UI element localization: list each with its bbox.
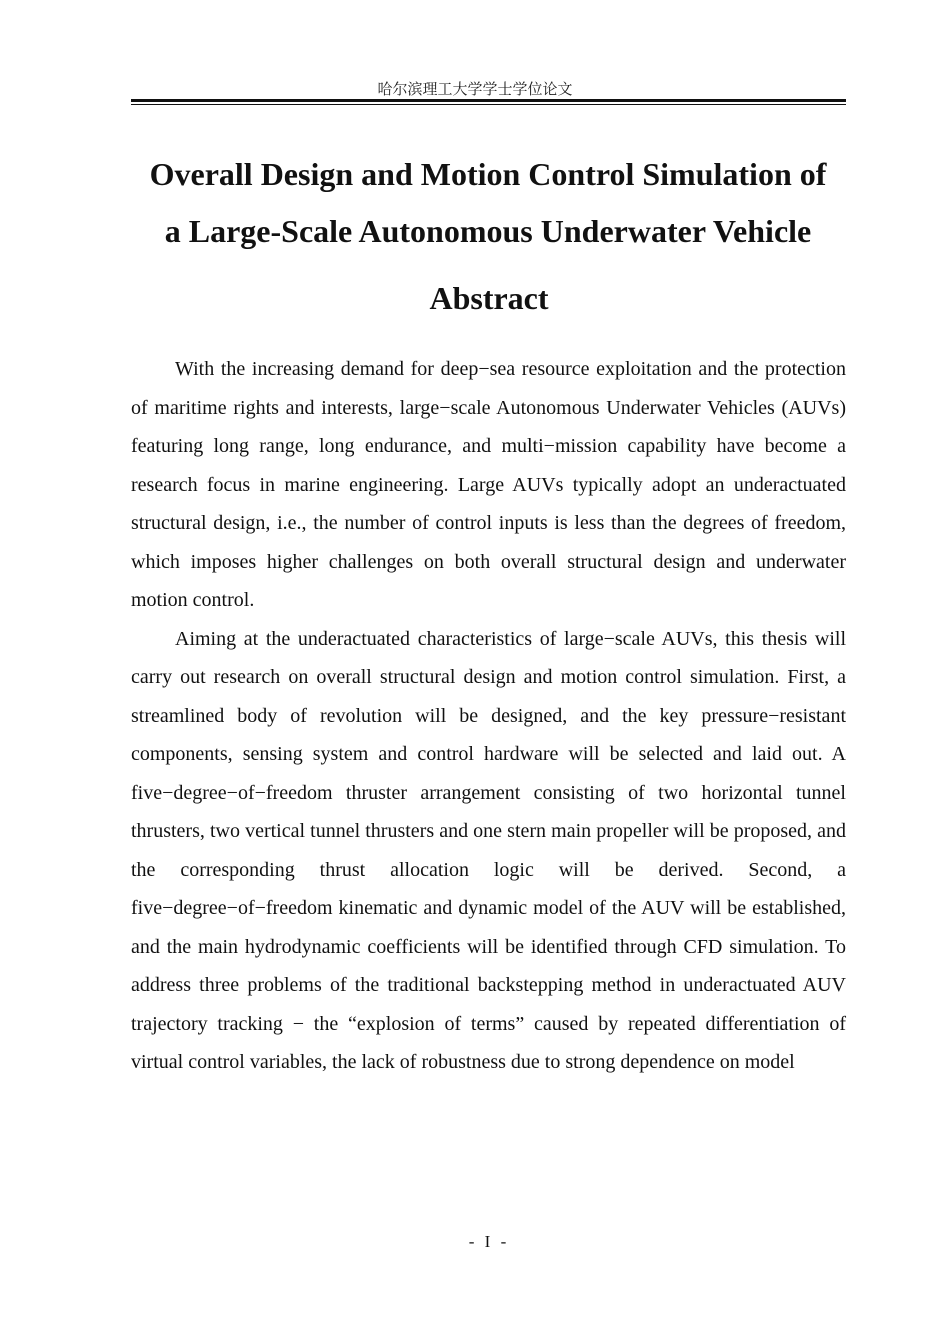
abstract-paragraph-1: With the increasing demand for deep−sea resource exploitation and the protection of maritime rights and interests, large−scale Autonomous Underwater Vehicles (AUVs) featuring long range, long endurance, and multi−mission capability have become a research focus in marine engineering. Large AUVs typically adopt an underactuated structural design, i.e., the number of control inputs is less than the degrees of freedom, which imposes higher challenges on both overall structural design and underwater motion control. bbox=[131, 358, 846, 611]
thesis-title bbox=[120, 146, 856, 260]
abstract-heading: Abstract bbox=[429, 280, 549, 316]
abstract-body bbox=[131, 350, 846, 1082]
running-header: 哈尔滨理工大学学士学位论文 bbox=[377, 82, 573, 98]
header-rule-thick bbox=[131, 99, 846, 102]
page-number: - I - bbox=[468, 1232, 510, 1251]
thesis-title-line-2: a Large-Scale Autonomous Underwater Vehicle bbox=[164, 213, 812, 249]
header-rule-thin bbox=[131, 104, 846, 105]
abstract-paragraph-2: Aiming at the underactuated characteristics of large−scale AUVs, this thesis will carry out research on overall structural design and motion control simulation. First, a streamlined body of revolution will be designed, and the key pressure−resistant components, sensing system and control hardware will be selected and laid out. A five−degree−of−freedom thruster arrangement consisting of two horizontal tunnel thrusters, two vertical tunnel thrusters and one stern main propeller will be proposed, and the corresponding thrust allocation logic will be derived. Second, a five−degree−of−freedom kinematic and dynamic model of the AUV will be established, and the main hydrodynamic coefficients will be identified through CFD simulation. To address three problems of the traditional backstepping method in underactuated AUV trajectory tracking − the “explosion of terms” caused by repeated differentiation of virtual control variables, the lack of robustness due to strong dependence on model bbox=[131, 627, 846, 1073]
thesis-title-line-1: Overall Design and Motion Control Simulation of bbox=[149, 156, 827, 192]
